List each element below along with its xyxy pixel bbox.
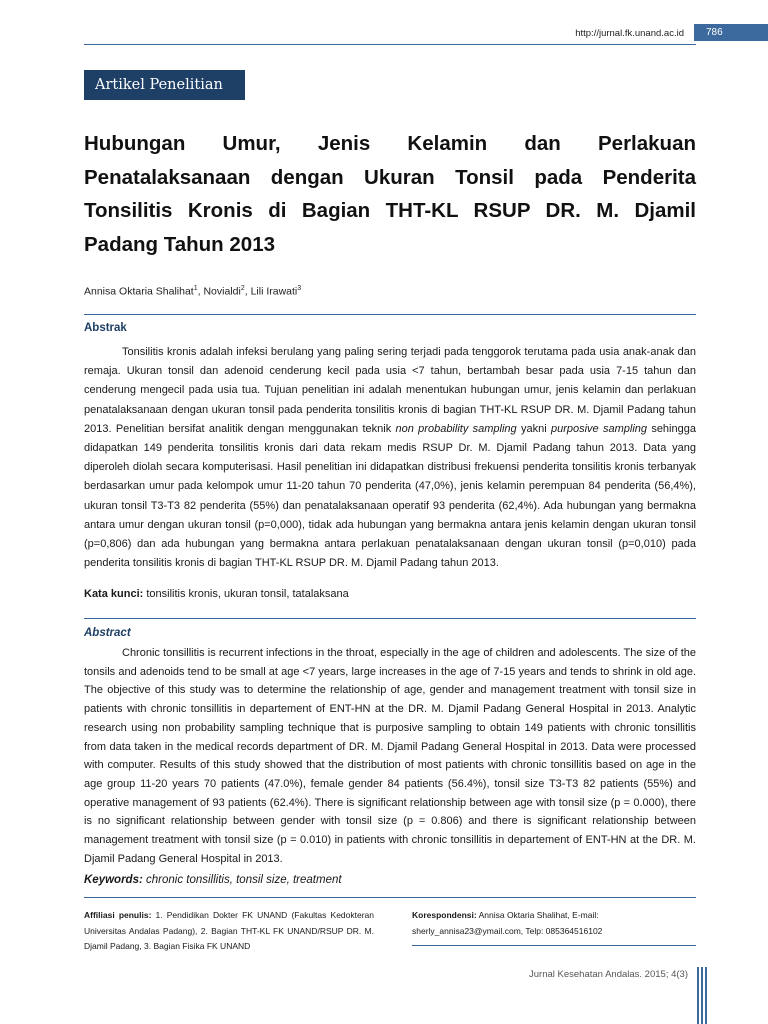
keywords-label: Keywords:: [84, 874, 143, 886]
affiliation-mark: 3: [297, 285, 302, 292]
abstrak-body: Tonsilitis kronis adalah infeksi berulang yang paling sering terjadi pada tenggorok terutama pada usia anak-anak dan remaja. Ukuran tonsil dan adenoid cenderung kecil pada usia <7 tahun, bertambah besar pada usia 7-15 tahun dan cenderung mengecil pada usia tua. Tujuan penelitian ini adalah menentukan hubungan umur, jenis kelamin dan perlakuan penatalaksanaan dengan ukuran tonsil pada penderita tonsilitis kronis di bagian THT-KL RSUP DR. M. Djamil Padang tahun 2013. Penelitian bersifat analitik dengan menggunakan teknik non probability sampling yakni purposive sampling sehingga didapatkan 149 penderita tonsilitis kronis dari data rekam medis RSUP Dr. M. Djamil Padang tahun 2013. Data yang diperoleh diolah secara komputerisasi. Hasil penelitian ini didapatkan distribusi frekuensi penderita tonsilitis kronis terbanyak berdasarkan umur pada kelompok umur 11-20 tahun 70 penderita (47,0%), jenis kelamin perempuan 84 penderita (56,4%), ukuran tonsil T3-T3 82 penderita (55%) dan penatalaksanaan operatif 93 penderita (62,4%). Ada hubungan yang bermakna antara umur dengan ukuran tonsil (p=0,000), tidak ada hubungan yang bermakna antara jenis kelamin dengan ukuran tonsil (p=0,806) dan ada hubungan yang bermakna antara perlakuan penatalaksanaan dengan ukuran tonsil (p=0,010) pada penderita tonsilitis kronis di bagian THT-KL RSUP DR. M. Djamil Padang tahun 2013.: [84, 346, 696, 570]
section-divider: [84, 314, 696, 315]
keywords-label: Kata kunci:: [84, 588, 144, 600]
correspondence: Korespondensi: Annisa Oktaria Shalihat, E-mail: sherly_annisa23@ymail.com, Telp: 085364516102: [412, 910, 603, 936]
section-divider: [84, 618, 696, 619]
author-affiliations: Affiliasi penulis: 1. Pendidikan Dokter FK UNAND (Fakultas Kedokteran Universitas Andalas Padang), 2. Bagian THT-KL FK UNAND/RSUP DR. M. Djamil Padang, 3. Bagian Fisika FK UNAND: [84, 910, 374, 951]
decorative-bar: [701, 967, 703, 1024]
abstract-body: Chronic tonsillitis is recurrent infections in the throat, especially in the age of children and adolescents. The size of the tonsils and adenoids tend to be small at age <7 years, large increases in the age of 7-15 years and tends to shrink in old age. The objective of this study was to determine the relationship of age, gender and management treatment with tonsil size in patients with chronic tonsillitis in departement of ENT-HN at the DR. M. Djamil Padang General Hospital in 2013. Analytic research using non probability sampling technique that is purposive sampling to obtain 149 patients with chronic tonsillitis from data taken in the medical records department of DR. M. Djamil Padang General Hospital in 2013. Data were processed with computer. Results of this study showed that the distribution of most patients with chronic tonsillitis based on age in the age group 11-20 years 70 patients (47.0%), female gender 84 patients (56.4%), tonsil size T3-T3 82 patients (55%) and operative management of 93 patients (62.4%). There is significant relationship between age with tonsil size (p = 0.000), there is no significant relationship between gender with tonsil size (p = 0.806) and there is significant relationship between management treatment with tonsil size (p = 0.010) in patients with chronic tonsillitis in departement of ENT-HN at the DR. M. Djamil Padang General Hospital in 2013.: [84, 647, 696, 865]
abstrak-heading: Abstrak: [84, 322, 127, 334]
section-divider: [84, 897, 696, 898]
affiliation-mark: 2: [240, 285, 245, 292]
decorative-bar: [697, 967, 699, 1024]
author-name: , Novialdi: [197, 285, 241, 298]
author-name: Annisa Oktaria Shalihat: [84, 285, 194, 298]
keywords-text: tonsilitis kronis, ukuran tonsil, tatalaksana: [143, 588, 349, 600]
journal-url[interactable]: http://jurnal.fk.unand.ac.id: [575, 28, 684, 39]
affiliation-mark: 1: [193, 285, 198, 292]
abstract-heading: Abstract: [84, 627, 131, 639]
article-type-label: Artikel Penelitian: [84, 70, 245, 100]
journal-citation: Jurnal Kesehatan Andalas. 2015; 4(3): [529, 969, 688, 980]
keywords-text: chronic tonsillitis, tonsil size, treatment: [142, 874, 342, 886]
header-divider: [84, 44, 696, 45]
abstrak-keywords: [84, 588, 349, 600]
footer-divider: [412, 945, 696, 946]
page-number: 786: [694, 24, 768, 41]
author-list: [84, 285, 301, 298]
abstract-keywords: [84, 874, 342, 886]
author-name: , Lili Irawati: [244, 285, 298, 298]
decorative-bar: [705, 967, 707, 1024]
paper-title: Hubungan Umur, Jenis Kelamin dan Perlakuan Penatalaksanaan dengan Ukuran Tonsil pada Penderita Tonsilitis Kronis di Bagian THT-KL RSUP DR. M. Djamil Padang Tahun 2013: [84, 132, 696, 256]
